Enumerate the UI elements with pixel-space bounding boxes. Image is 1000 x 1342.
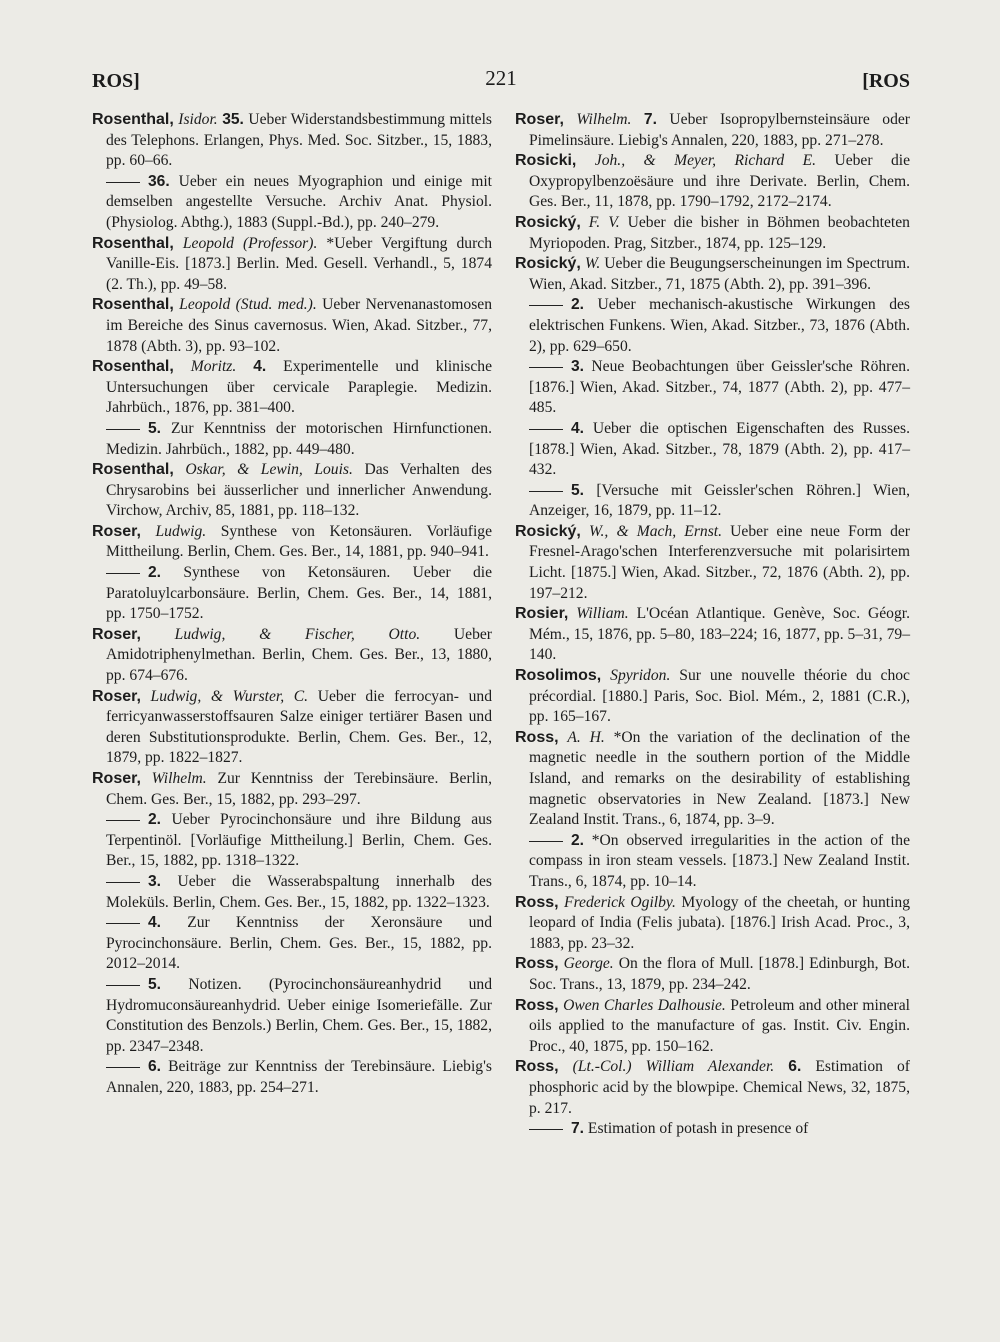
continuation-dash [106, 429, 140, 430]
continuation-dash [529, 1129, 563, 1130]
entry-text: Ueber die optischen Eigenschaften des Russes. [1878.] Wien, Akad. Sitzber., 78, 1879 (Abth. 2), pp. 417–432. [529, 419, 910, 479]
entry-text: Zur Kenntniss der Xeronsäure und Pyrocinchonsäure. Berlin, Chem. Ges. Ber., 15, 1882, pp. 2012–2014. [106, 914, 492, 973]
bibliography-entry [515, 151, 910, 213]
author-surname: Roser, [92, 522, 141, 540]
entry-text: On the flora of Mull. [1878.] Edinburgh, Bot. Soc. Trans., 13, 1879, pp. 234–242. [529, 955, 910, 993]
entry-number: 6. [788, 1058, 802, 1076]
bibliography-entry [92, 460, 492, 522]
bibliography-entry [92, 522, 492, 563]
entry-text: Ueber eine neue Form der Fresnel-Arago'schen Interferenzversuche mit polarisirtem Licht. [1875.] Wien, Akad. Sitzber., 72, 1876 (Abth. 2), pp. 197–212. [529, 522, 910, 602]
bibliography-entry [92, 172, 492, 234]
entry-text: Zur Kenntniss der motorischen Hirnfunctionen. Medizin. Jahrbüch., 1882, pp. 449–480. [106, 419, 492, 458]
author-surname: Ross, [515, 996, 559, 1014]
entry-number: 7. [643, 111, 657, 128]
continuation-dash [106, 820, 140, 821]
author-given-name: Ludwig, & Wurster, C. [150, 687, 309, 705]
bibliography-entry [92, 872, 492, 913]
entry-text: Petroleum and other mineral oils applied to the manufacture of gas. Instit. Civ. Engin. Proc., 40, 1875, pp. 150–162. [529, 996, 910, 1055]
bibliography-entry [92, 769, 492, 810]
entry-number: 2. [148, 564, 162, 582]
entry-text: Estimation of phosphoric acid by the blowpipe. Chemical News, 32, 1875, p. 217. [529, 1058, 910, 1117]
entry-number: 4. [571, 419, 585, 437]
bibliography-entry [92, 357, 492, 419]
entry-text: Ueber die ferrocyan- und ferricyanwasserstoffsauren Salze einiger tertiärer Basen und deren Substitutionsprodukte. Berlin, Chem. Ges. Ber., 12, 1879, pp. 1822–1827. [106, 687, 493, 767]
author-surname: Roser, [515, 111, 564, 128]
entry-text: Ueber ein neues Myographion und einige mit demselben angestellte Versuche. Archiv Anat. Physiol. (Physiolog. Abthg.), 1883 (Suppl.-Bd.), pp. 240–279. [106, 172, 493, 231]
continuation-dash [106, 923, 140, 924]
author-given-name: Wilhelm. [576, 111, 632, 128]
author-given-name: Moritz. [190, 358, 237, 376]
bibliography-entry [515, 1057, 910, 1119]
entry-text: Ueber die Oxypropylbenzoësäure und ihre Derivate. Berlin, Chem. Ges. Ber., 11, 1878, pp. 1790–1792, 2172–2174. [529, 152, 911, 211]
author-given-name: Wilhelm. [151, 770, 207, 787]
author-surname: Roser, [92, 687, 141, 705]
bibliography-entry [92, 625, 492, 687]
bibliography-entry [515, 1119, 910, 1140]
author-surname: Rosický, [515, 213, 581, 231]
bibliography-entry [515, 996, 910, 1058]
author-surname: Roser, [92, 770, 141, 787]
bibliography-entry [515, 522, 910, 604]
author-surname: Rosenthal, [92, 234, 174, 252]
bibliography-entry [92, 563, 492, 625]
entry-text: Zur Kenntniss der Terebinsäure. Berlin, Chem. Ges. Ber., 15, 1882, pp. 293–297. [106, 770, 492, 808]
entry-text: Notizen. (Pyrocinchonsäureanhydrid und Hydromuconsäureanhydrid. Ueber einige Isomeriefälle. Zur Constitution des Benzols.) Berlin, Chem. Ges. Ber., 15, 1882, pp. 2347–2348. [106, 975, 492, 1055]
continuation-dash [529, 305, 563, 306]
entry-text: Ueber Widerstandsbestimmung mittels des Telephons. Erlangen, Phys. Med. Soc. Sitzber., 15, 1883, pp. 60–66. [106, 111, 493, 170]
bibliography-entry [515, 481, 910, 522]
entry-number: 3. [148, 872, 162, 890]
entry-number: 5. [148, 419, 162, 437]
entry-number: 3. [571, 358, 585, 376]
entry-text: Ueber die Beugungserscheinungen im Spectrum. Wien, Akad. Sitzber., 71, 1875 (Abth. 2), pp. 391–396. [529, 255, 910, 293]
entry-number: 35. [222, 111, 244, 128]
entry-text: *Ueber Vergiftung durch Vanille-Eis. [1873.] Berlin. Med. Gesell. Verhandl., 5, 1874 (2. Th.), pp. 49–58. [106, 234, 493, 293]
entry-number: 5. [148, 975, 162, 993]
bibliography-entry [92, 913, 492, 975]
entry-text: Estimation of potash in presence of [587, 1120, 809, 1138]
entry-text: Myology of the cheetah, or hunting leopard of India (Felis jubata). [1876.] Irish Acad. Proc., 3, 1883, pp. 23–32. [529, 893, 911, 952]
author-given-name: Oskar, & Lewin, Louis. [185, 461, 353, 479]
author-surname: Rosický, [515, 255, 581, 273]
bibliography-entry [92, 234, 492, 296]
entry-number: 5. [571, 481, 585, 499]
entry-text: Beiträge zur Kenntniss der Terebinsäure. Liebig's Annalen, 220, 1883, pp. 254–271. [106, 1058, 492, 1096]
entry-text: Neue Beobachtungen über Geissler'sche Röhren. [1876.] Wien, Akad. Sitzber., 74, 1877 (Abth. 2), pp. 477–485. [529, 358, 910, 417]
author-surname: Rosenthal, [92, 461, 174, 479]
bibliography-entry [515, 213, 910, 254]
bibliography-entry [515, 954, 910, 995]
continuation-dash [529, 429, 563, 430]
continuation-dash [106, 182, 140, 183]
bibliography-entry [515, 728, 910, 831]
entry-number: 4. [148, 914, 162, 932]
entry-text: Ueber Pyrocinchonsäure und ihre Bildung aus Terpentinöl. [Vorläufige Mittheilung.] Berlin, Chem. Ges. Ber., 15, 1882, pp. 1318–1322. [106, 811, 492, 870]
entry-text: Ueber die Wasserabspaltung innerhalb des Moleküls. Berlin, Chem. Ges. Ber., 15, 1882, pp. 1322–1323. [106, 872, 492, 911]
entry-number: 2. [571, 296, 585, 314]
entry-text: L'Océan Atlantique. Genève, Soc. Géogr. Mém., 15, 1876, pp. 5–80, 183–224; 16, 1877, pp. 5–31, 79–140. [529, 605, 910, 664]
bibliography-entry [92, 687, 492, 769]
bibliography-entry [515, 110, 910, 151]
bibliography-entry [92, 419, 492, 460]
bibliography-entry [92, 1057, 492, 1098]
bibliography-entry [92, 295, 492, 357]
author-given-name: George. [563, 955, 614, 973]
bibliography-entry [92, 975, 492, 1057]
author-given-name: Joh., & Meyer, Richard E. [594, 152, 817, 170]
page-number: 221 [485, 66, 517, 90]
author-given-name: F. V. [588, 213, 620, 231]
bibliography-entry [515, 419, 910, 481]
bibliography-entry [515, 666, 910, 728]
entry-number: 2. [571, 831, 585, 849]
running-header [92, 66, 910, 104]
entry-text: Experimentelle und klinische Untersuchungen über cervicale Paraplegie. Medizin. Jahrbüch., 1876, pp. 381–400. [106, 358, 492, 417]
bibliography-entry [515, 893, 910, 955]
right-column [515, 110, 910, 1140]
continuation-dash [106, 1067, 140, 1068]
author-surname: Rosenthal, [92, 358, 174, 376]
author-surname: Ross, [515, 1058, 559, 1076]
author-given-name: Spyridon. [610, 667, 671, 685]
header-right: [ROS [862, 70, 910, 92]
bibliography-entry [92, 810, 492, 872]
continuation-dash [106, 985, 140, 986]
entry-text: Ueber mechanisch-akustische Wirkungen des elektrischen Funkens. Wien, Akad. Sitzber., 73, 1876 (Abth. 2), pp. 629–650. [529, 296, 910, 355]
continuation-dash [106, 573, 140, 574]
continuation-dash [529, 491, 563, 492]
bibliography-entry [515, 831, 910, 893]
entry-text: Das Verhalten des Chrysarobins bei äusserlicher und innerlicher Anwendung. Virchow, Archiv, 85, 1881, pp. 118–132. [106, 461, 492, 520]
entry-number: 36. [148, 172, 170, 190]
author-given-name: A. H. [567, 728, 605, 746]
author-given-name: Leopold (Professor). [182, 234, 318, 252]
entry-number: 6. [148, 1058, 162, 1076]
bibliography-entry [515, 254, 910, 295]
author-given-name: Ludwig, & Fischer, Otto. [174, 625, 421, 643]
entry-number: 4. [253, 358, 267, 376]
author-given-name: W. [584, 255, 601, 273]
continuation-dash [529, 841, 563, 842]
author-surname: Ross, [515, 893, 559, 911]
bibliography-entry [515, 357, 910, 419]
author-surname: Rosier, [515, 605, 569, 623]
author-surname: Rosenthal, [92, 296, 174, 314]
continuation-dash [529, 367, 563, 368]
entry-text: *On the variation of the declination of the magnetic needle in the southern portion of the Middle Island, and remarks on the desirability of establishing magnetic observatories in New Zealand. [1873.] New Zealand Instit. Trans., 6, 1874, pp. 3–9. [529, 728, 910, 829]
author-given-name: Ludwig. [155, 522, 207, 540]
author-surname: Roser, [92, 625, 141, 643]
author-given-name: Frederick Ogilby. [564, 893, 676, 911]
entry-text: Ueber die bisher in Böhmen beobachteten Myriopoden. Prag, Sitzber., 1874, pp. 125–129. [529, 213, 910, 252]
entry-text: Synthese von Ketonsäuren. Vorläufige Mittheilung. Berlin, Chem. Ges. Ber., 14, 1881, pp. 940–941. [106, 522, 492, 561]
bibliography-entry [92, 110, 492, 172]
author-surname: Ross, [515, 728, 559, 746]
entry-number: 7. [571, 1120, 585, 1138]
left-column [92, 110, 492, 1099]
author-given-name: William. [576, 605, 629, 623]
entry-text: Ueber Amidotriphenylmethan. Berlin, Chem. Ges. Ber., 13, 1880, pp. 674–676. [106, 625, 492, 685]
entry-number: 2. [148, 811, 162, 829]
author-surname: Rosický, [515, 522, 581, 540]
entry-text: Ueber Nervenanastomosen im Bereiche des Sinus cavernosus. Wien, Akad. Sitzber., 77, 1878 (Abth. 3), pp. 93–102. [106, 296, 493, 355]
continuation-dash [106, 882, 140, 883]
author-surname: Ross, [515, 955, 559, 973]
author-given-name: W., & Mach, Ernst. [588, 522, 723, 540]
author-given-name: Leopold (Stud. med.). [179, 296, 317, 314]
bibliography-entry [515, 295, 910, 357]
author-given-name: Owen Charles Dalhousie. [563, 996, 726, 1014]
author-surname: Rosenthal, [92, 111, 174, 128]
entry-text: Sur une nouvelle théorie du choc précordial. [1880.] Paris, Soc. Biol. Mém., 2, 1881 (C.R.), pp. 165–167. [529, 667, 910, 726]
header-left: ROS] [92, 70, 140, 92]
author-given-name: Isidor. [178, 111, 218, 128]
entry-text: [Versuche mit Geissler'schen Röhren.] Wien, Anzeiger, 16, 1879, pp. 11–12. [529, 481, 910, 520]
author-surname: Rosicki, [515, 152, 577, 170]
author-given-name: (Lt.-Col.) William Alexander. [572, 1058, 775, 1076]
author-surname: Rosolimos, [515, 667, 602, 685]
bibliography-entry [515, 604, 910, 666]
entry-text: *On observed irregularities in the action of the compass in iron steam vessels. [1873.] New Zealand Instit. Trans., 6, 1874, pp. 10–14. [529, 831, 910, 890]
entry-text: Ueber Isopropylbernsteinsäure oder Pimelinsäure. Liebig's Annalen, 220, 1883, pp. 271–278. [529, 111, 910, 149]
entry-text: Synthese von Ketonsäuren. Ueber die Paratoluylcarbonsäure. Berlin, Chem. Ges. Ber., 14, 1881, pp. 1750–1752. [106, 564, 493, 623]
